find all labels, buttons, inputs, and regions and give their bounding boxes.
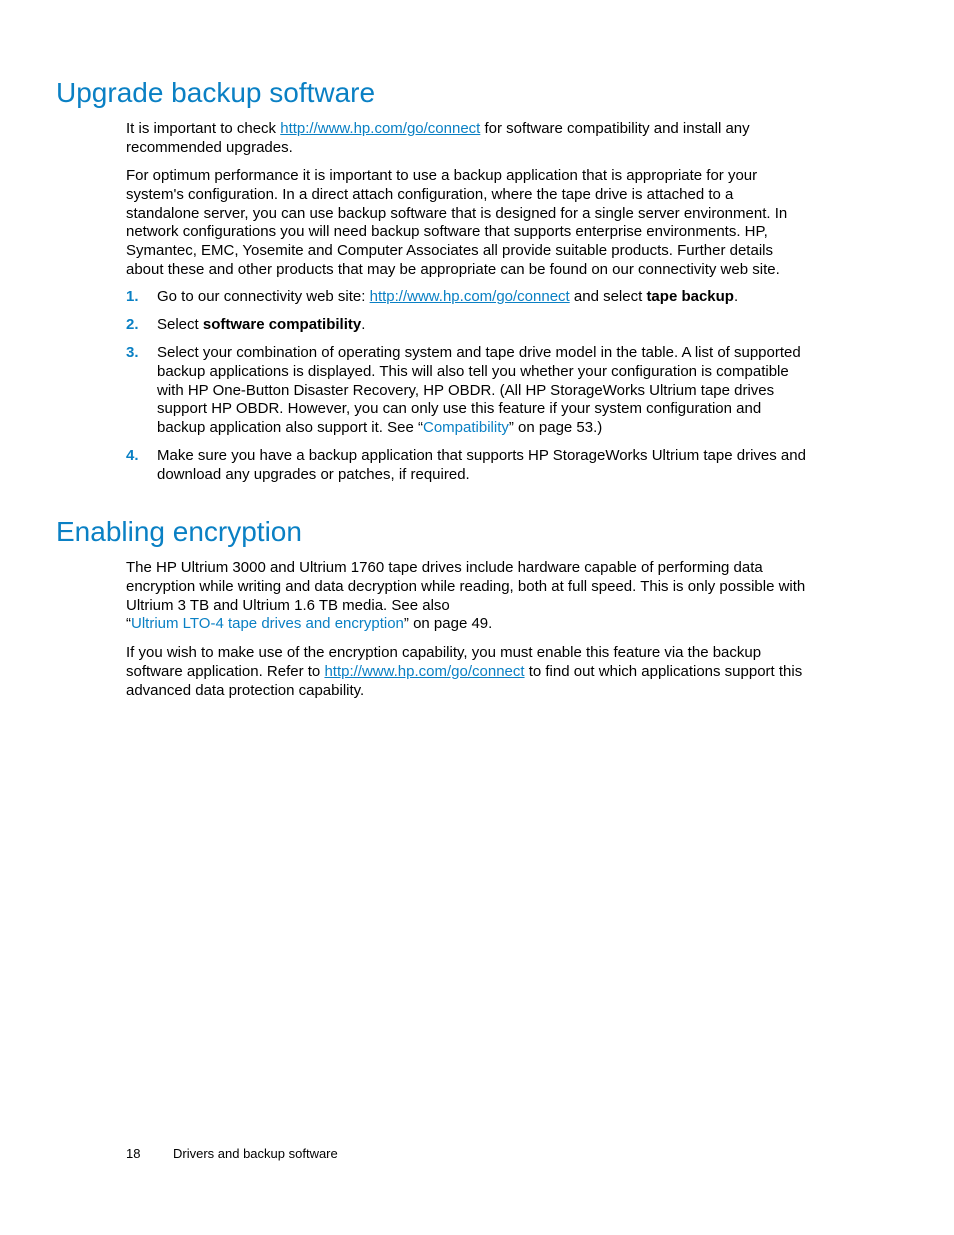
step-number: 1. bbox=[126, 288, 139, 305]
hp-connect-link[interactable]: http://www.hp.com/go/connect bbox=[324, 662, 525, 680]
compatibility-xref-link[interactable]: Compatibility bbox=[423, 419, 509, 437]
paragraph-check-compatibility: It is important to check http://www.hp.com/go/connect for software compatibility and install any recommended upgrades. bbox=[126, 120, 750, 156]
paragraph-encryption-hardware: The HP Ultrium 3000 and Ultrium 1760 tape drives include hardware capable of performing data encryption while writing and data decryption while reading, both at full speed. This is only possible with Ultrium 3 TB and Ultrium 1.6 TB media. See also “Ultrium LTO-4 tape drives and encryption” on page 49. bbox=[126, 559, 806, 633]
list-item-step-2: 2. Select software compatibility. bbox=[126, 316, 366, 333]
list-item-step-3: 3. Select your combination of operating system and tape drive model in the table. A list of supported backup applications is displayed. This will also tell you whether your configuration is compatible with HP One-Button Disaster Recovery, HP OBDR. (All HP StorageWorks Ultrium tape drives support HP OBDR. However, you can only use this feature if your system configuration and backup application also support it. See “Compatibility” on page 53.) bbox=[126, 344, 801, 437]
step-number: 4. bbox=[126, 447, 139, 464]
footer-title: Drivers and backup software bbox=[173, 1146, 338, 1161]
hp-connect-link[interactable]: http://www.hp.com/go/connect bbox=[369, 288, 570, 305]
step-number: 2. bbox=[126, 316, 139, 333]
step-number: 3. bbox=[126, 344, 139, 361]
paragraph-enable-encryption: If you wish to make use of the encryption capability, you must enable this feature via the backup software application. Refer to http://www.hp.com/go/connect to find out which applications support this advanced data protection capability. bbox=[126, 644, 803, 699]
list-item-step-4: 4. Make sure you have a backup application that supports HP StorageWorks Ultrium tape drives and download any upgrades or patches, if required. bbox=[126, 447, 806, 483]
heading-enabling-encryption: Enabling encryption bbox=[56, 516, 302, 547]
paragraph-optimum-performance: For optimum performance it is important to use a backup application that is appropriate for your system's configuration. In a direct attach configuration, where the tape drive is attached to a standalone server, you can use backup software that is designed for a single server environment. In network configurations you will need backup software that supports enterprise environments. HP, Symantec, EMC, Yosemite and Computer Associates all provide suitable products. Further details about these and other products that may be appropriate can be found on our connectivity web site. bbox=[126, 167, 788, 278]
hp-connect-link[interactable]: http://www.hp.com/go/connect bbox=[280, 120, 481, 137]
page-number: 18 bbox=[126, 1146, 141, 1161]
lto4-encryption-xref-link[interactable]: Ultrium LTO-4 tape drives and encryption bbox=[131, 615, 404, 633]
list-item-step-1: 1. Go to our connectivity web site: http://www.hp.com/go/connect and select tape backup. bbox=[126, 288, 739, 305]
heading-upgrade-backup-software: Upgrade backup software bbox=[56, 77, 376, 108]
